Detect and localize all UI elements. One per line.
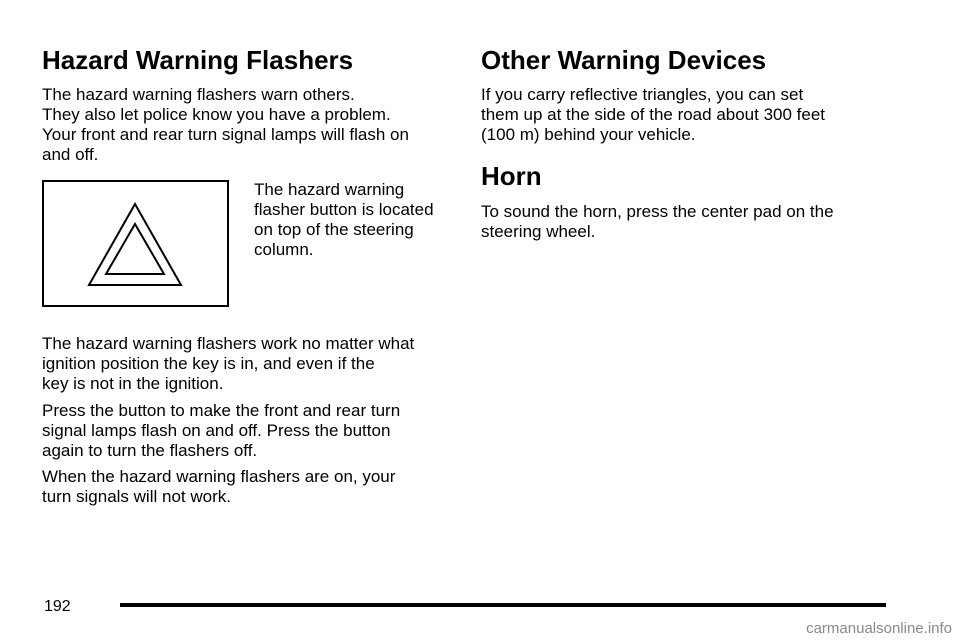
text-line: They also let police know you have a problem. bbox=[42, 105, 391, 124]
footer-divider bbox=[120, 603, 886, 607]
text-line: flasher button is located bbox=[254, 200, 434, 219]
hazard-triangle-icon bbox=[44, 182, 227, 305]
paragraph-ignition bbox=[42, 334, 414, 394]
heading-other-warning-devices: Other Warning Devices bbox=[481, 45, 767, 75]
watermark: carmanualsonline.info bbox=[806, 620, 952, 637]
text-line: turn signals will not work. bbox=[42, 487, 231, 506]
text-line: If you carry reflective triangles, you can set bbox=[481, 85, 804, 104]
text-line: steering wheel. bbox=[481, 222, 596, 241]
heading-horn: Horn bbox=[481, 161, 542, 191]
heading-hazard-warning-flashers: Hazard Warning Flashers bbox=[42, 45, 354, 75]
text-line: To sound the horn, press the center pad on the bbox=[481, 202, 834, 221]
text-line: column. bbox=[254, 240, 314, 259]
caption-hazard-button-location bbox=[254, 180, 434, 260]
text-line: on top of the steering bbox=[254, 220, 414, 239]
page-number: 192 bbox=[44, 598, 71, 615]
paragraph-press-button bbox=[42, 401, 400, 461]
hazard-symbol-image bbox=[42, 180, 229, 307]
paragraph-intro bbox=[42, 85, 409, 165]
text-line: ignition position the key is in, and even if the bbox=[42, 354, 375, 373]
paragraph-horn bbox=[481, 202, 834, 242]
text-line: Press the button to make the front and rear turn bbox=[42, 401, 401, 420]
text-line: The hazard warning flashers warn others. bbox=[42, 85, 355, 104]
text-line: Your front and rear turn signal lamps will flash on bbox=[42, 125, 409, 144]
text-line: (100 m) behind your vehicle. bbox=[481, 125, 696, 144]
text-line: them up at the side of the road about 300 feet bbox=[481, 105, 826, 124]
text-line: key is not in the ignition. bbox=[42, 374, 224, 393]
text-line: again to turn the flashers off. bbox=[42, 441, 258, 460]
text-line: signal lamps flash on and off. Press the button bbox=[42, 421, 391, 440]
text-line: and off. bbox=[42, 145, 99, 164]
paragraph-turn-signals bbox=[42, 467, 395, 507]
text-line: The hazard warning flashers work no matter what bbox=[42, 334, 415, 353]
text-line: The hazard warning bbox=[254, 180, 405, 199]
text-line: When the hazard warning flashers are on, your bbox=[42, 467, 396, 486]
paragraph-warning-devices bbox=[481, 85, 825, 145]
